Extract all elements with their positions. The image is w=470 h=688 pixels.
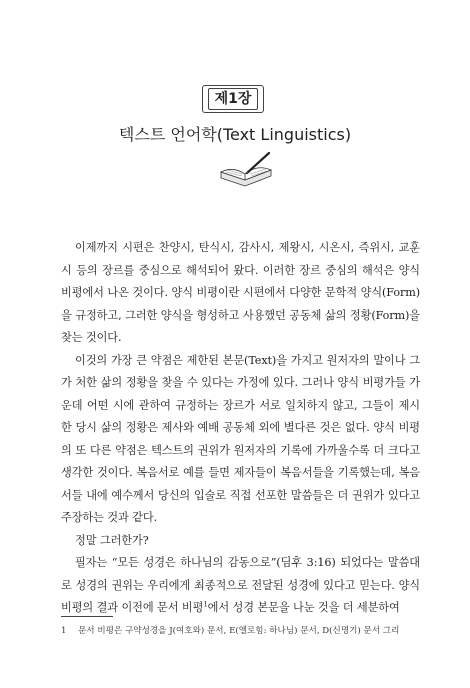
body-text bbox=[61, 237, 420, 620]
paragraph bbox=[61, 552, 420, 620]
open-book-with-pen-icon bbox=[217, 150, 275, 190]
chapter-label: 제1장 bbox=[208, 88, 259, 110]
paragraph-text: 필자는 “모든 성경은 하나님의 감동으로”(딤후 3:16) 되었다는 말씀대로 성경의 권위는 우리에게 최종적으로 전달된 성경에 있다고 믿는다. 양식 비평의 결과 이전에 문서 비평 bbox=[61, 556, 420, 614]
footnote bbox=[61, 625, 420, 637]
paragraph: 이것의 가장 큰 약점은 제한된 본문(Text)을 가지고 원저자의 말이나 그가 처한 삶의 정황을 찾을 수 있다는 가정에 있다. 그러나 양식 비평가들 가운데 어떤 시에 관하여 규정하는 장르가 서로 일치하지 않고, 그들이 제시한 당시 삶의 정황은 제사와 예배 공동체 외에 별다른 것은 없다. 양식 비평의 또 다른 약점은 텍스트의 권위가 원저자의 기록에 가까울수록 더 크다고 생각한 것이다. 복음서로 예를 들면 제자들이 복음서들을 기록했는데, 복음서들 내에 예수께서 당신의 입술로 직접 선포한 말씀들은 더 권위가 있다고 주장하는 것과 같다. bbox=[61, 353, 420, 524]
chapter-title: 텍스트 언어학(Text Linguistics) bbox=[118, 125, 352, 144]
footnote-divider bbox=[61, 616, 113, 617]
footnote-marker: 1 bbox=[203, 600, 208, 609]
paragraph: 정말 그러한가? bbox=[75, 533, 149, 547]
paragraph: 이제까지 시편은 찬양시, 탄식시, 감사시, 제왕시, 시온시, 즉위시, 교훈시 등의 장르를 중심으로 해석되어 왔다. 이러한 장르 중심의 해석은 양식비평에서 나온 것이다. 양식 비평이란 시편에서 다양한 문학적 양식(Form)을 규정하고, 그러한 양식을 형성하고 사용했던 공동체 삶의 정황(Form)을 찾는 것이다. bbox=[61, 241, 420, 344]
footnote-text: 문서 비평은 구약성경을 J(여호와) 문서, E(엘로힘: 하나님) 문서, D(신명기) 문서 그리 bbox=[78, 626, 400, 636]
paragraph-text-tail: 에서 성경 본문을 나눈 것을 더 세분하여 bbox=[207, 601, 400, 614]
footnote-number: 1 bbox=[61, 626, 67, 636]
chapter-label-box bbox=[202, 85, 264, 113]
